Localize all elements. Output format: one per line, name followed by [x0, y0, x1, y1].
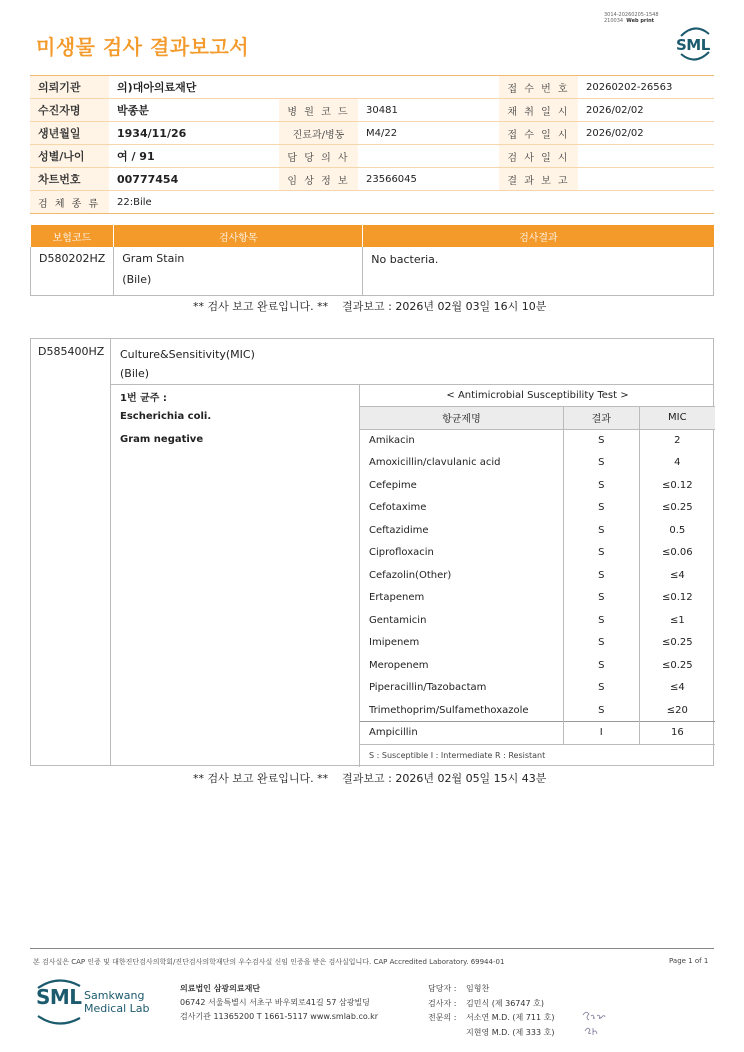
sml-footer-logo	[36, 978, 158, 1026]
info-label: 성별/나이	[30, 145, 109, 168]
info-row	[30, 168, 714, 191]
ast-row	[360, 542, 716, 565]
col-header-mic: MIC	[639, 407, 715, 430]
patient-info-table	[30, 75, 714, 214]
info-label: 검 사 일 시	[499, 145, 578, 168]
info-value: 30481	[358, 99, 499, 122]
ast-row	[360, 429, 716, 452]
test-item	[114, 247, 363, 296]
ast-row	[360, 609, 716, 632]
gram-stain-table	[30, 225, 714, 296]
mic-value: ≤20	[639, 699, 715, 722]
susceptibility-table	[359, 384, 715, 767]
ast-row	[360, 699, 716, 722]
test-code: D585400HZ	[38, 345, 105, 358]
info-value	[358, 145, 499, 168]
print-id-line1: 3014-20260205-1548	[604, 12, 659, 18]
page-number: Page 1 of 1	[669, 957, 709, 965]
ast-result: S	[563, 564, 639, 587]
antibiotic-name: Ertapenem	[360, 587, 564, 610]
staff-entry	[428, 1026, 554, 1041]
col-header-code: 보험코드	[31, 225, 114, 247]
staff-name: 임형찬	[466, 984, 490, 993]
specimen: (Bile)	[120, 367, 150, 380]
info-value: 22:Bile	[117, 196, 152, 208]
signature-icon	[580, 1009, 608, 1039]
mic-value: ≤0.25	[639, 497, 715, 520]
print-id-web: Web print	[626, 18, 655, 24]
info-label: 수진자명	[30, 99, 109, 122]
ast-row	[360, 587, 716, 610]
mic-value: ≤1	[639, 609, 715, 632]
info-label: 의뢰기관	[30, 76, 109, 99]
ast-result: S	[563, 497, 639, 520]
ast-result: S	[563, 699, 639, 722]
staff-name: 김민식 (제 36747 호)	[466, 998, 544, 1008]
mic-value: ≤0.25	[639, 654, 715, 677]
antibiotic-name: Cefotaxime	[360, 497, 564, 520]
info-value: 20260202-26563	[578, 76, 714, 99]
ast-result: S	[563, 474, 639, 497]
info-row	[30, 76, 714, 99]
page-title: 미생물 검사 결과보고서	[36, 35, 250, 59]
staff-name: 서소연 M.D. (제 711 호)	[466, 1013, 555, 1022]
report-complete	[193, 770, 546, 786]
info-row	[30, 99, 714, 122]
mic-value: 4	[639, 452, 715, 475]
organism-gram: Gram negative	[120, 434, 204, 445]
staff-entry	[428, 997, 554, 1012]
info-value: 여 / 91	[109, 145, 279, 168]
staff-entry	[428, 1011, 554, 1026]
ast-result: S	[563, 542, 639, 565]
antibiotic-name: Amoxicillin/clavulanic acid	[360, 452, 564, 475]
ast-legend: S : Susceptible I : Intermediate R : Resistant	[360, 744, 716, 767]
staff-list	[428, 982, 554, 1040]
info-label: 생년월일	[30, 122, 109, 145]
org-address: 06742 서울특별시 서초구 바우뫼로41길 57 삼광빌딩	[180, 998, 370, 1007]
mic-value: ≤4	[639, 564, 715, 587]
info-row	[30, 191, 714, 214]
mic-value: ≤0.12	[639, 587, 715, 610]
info-value: 박종분	[109, 99, 279, 122]
mic-value: ≤0.06	[639, 542, 715, 565]
ast-row	[360, 564, 716, 587]
info-value: M4/22	[358, 122, 499, 145]
info-value: 2026/02/02	[578, 122, 714, 145]
test-code: D580202HZ	[31, 247, 114, 296]
accreditation-note: 본 검사실은 CAP 인증 및 대한진단검사의학회/진단검사의학재단의 우수검사실 신임 인증을 받은 검사실입니다. CAP Accredited Laboratory. 69944-01	[33, 958, 505, 966]
info-row	[30, 122, 714, 145]
ast-row	[360, 722, 716, 745]
info-value: 의)대아의료재단	[109, 76, 499, 99]
info-value: 00777454	[109, 168, 279, 191]
ast-result: S	[563, 429, 639, 452]
info-label: 진료과/병동	[279, 122, 358, 145]
culture-section	[30, 338, 714, 766]
ast-result: I	[563, 722, 639, 745]
organization-info	[180, 982, 378, 1024]
info-row	[30, 145, 714, 168]
test-name: Culture&Sensitivity(MIC)	[120, 348, 255, 361]
mic-value: ≤4	[639, 677, 715, 700]
test-name: Gram Stain	[122, 252, 185, 265]
antibiotic-name: Piperacillin/Tazobactam	[360, 677, 564, 700]
report-complete-text: ** 검사 보고 완료입니다. **	[193, 300, 329, 313]
info-label: 접 수 번 호	[499, 76, 578, 99]
ast-row	[360, 497, 716, 520]
antibiotic-name: Ampicillin	[360, 722, 564, 745]
ast-row	[360, 519, 716, 542]
sml-name	[84, 989, 150, 1015]
sml-logo	[673, 24, 717, 64]
test-item	[120, 345, 255, 383]
sml-mark: SML	[36, 985, 82, 1009]
staff-role: 전문의 :	[428, 1013, 457, 1022]
info-label: 검 체 종 류	[30, 191, 109, 214]
sml-name-line2: Medical Lab	[84, 1002, 150, 1015]
info-value: 2026/02/02	[578, 99, 714, 122]
info-label: 결 과 보 고	[499, 168, 578, 191]
ast-result: S	[563, 677, 639, 700]
organism-name: Escherichia coli.	[120, 411, 212, 422]
info-value	[578, 168, 714, 191]
org-contact: 검사기관 11365200 T 1661-5117 www.smlab.co.kr	[180, 1012, 379, 1021]
ast-result: S	[563, 587, 639, 610]
organism-number: 1번 균주 :	[120, 393, 167, 404]
sml-logo-text: SML	[676, 36, 710, 54]
ast-row	[360, 654, 716, 677]
ast-result: S	[563, 654, 639, 677]
print-id	[604, 12, 659, 24]
antibiotic-name: Cefazolin(Other)	[360, 564, 564, 587]
info-label: 병 원 코 드	[279, 99, 358, 122]
mic-value: ≤0.25	[639, 632, 715, 655]
info-label: 담 당 의 사	[279, 145, 358, 168]
antibiotic-name: Ceftazidime	[360, 519, 564, 542]
antibiotic-name: Gentamicin	[360, 609, 564, 632]
col-header-result: 결과	[563, 407, 639, 430]
ast-row	[360, 452, 716, 475]
mic-value: 0.5	[639, 519, 715, 542]
report-complete-text: ** 검사 보고 완료입니다. **	[193, 772, 329, 785]
ast-row	[360, 474, 716, 497]
col-header-result: 검사결과	[363, 225, 714, 247]
ast-result: S	[563, 452, 639, 475]
staff-name: 지현영 M.D. (제 333 호)	[466, 1027, 555, 1037]
antibiotic-name: Meropenem	[360, 654, 564, 677]
staff-role: 검사자 :	[428, 998, 457, 1008]
info-label: 차트번호	[30, 168, 109, 191]
col-header-item: 검사항목	[114, 225, 363, 247]
mic-value: 16	[639, 722, 715, 745]
info-label: 접 수 일 시	[499, 122, 578, 145]
antibiotic-name: Amikacin	[360, 429, 564, 452]
col-header-drug: 항균제명	[360, 407, 564, 430]
info-value: 1934/11/26	[109, 122, 279, 145]
antibiotic-name: Cefepime	[360, 474, 564, 497]
info-label: 임 상 정 보	[279, 168, 358, 191]
ast-row	[360, 632, 716, 655]
staff-role: 담당자 :	[428, 984, 457, 993]
report-time: 결과보고 : 2026년 02월 05일 15시 43분	[342, 772, 547, 785]
org-name: 의료법인 삼광의료재단	[180, 984, 261, 993]
mic-value: 2	[639, 429, 715, 452]
sml-name-line1: Samkwang	[84, 989, 145, 1002]
ast-result: S	[563, 609, 639, 632]
ast-result: S	[563, 519, 639, 542]
mic-value: ≤0.12	[639, 474, 715, 497]
info-value	[578, 145, 714, 168]
antibiotic-name: Ciprofloxacin	[360, 542, 564, 565]
ast-title: < Antimicrobial Susceptibility Test >	[360, 384, 716, 407]
staff-entry	[428, 982, 554, 997]
print-id-code: 210034	[604, 18, 624, 24]
report-time: 결과보고 : 2026년 02월 03일 16시 10분	[342, 300, 547, 313]
info-value: 23566045	[358, 168, 499, 191]
ast-result: S	[563, 632, 639, 655]
ast-row	[360, 677, 716, 700]
antibiotic-name: Trimethoprim/Sulfamethoxazole	[360, 699, 564, 722]
test-result: No bacteria.	[363, 247, 714, 296]
antibiotic-name: Imipenem	[360, 632, 564, 655]
info-label: 채 취 일 시	[499, 99, 578, 122]
specimen: (Bile)	[122, 273, 152, 286]
report-complete	[193, 298, 546, 314]
